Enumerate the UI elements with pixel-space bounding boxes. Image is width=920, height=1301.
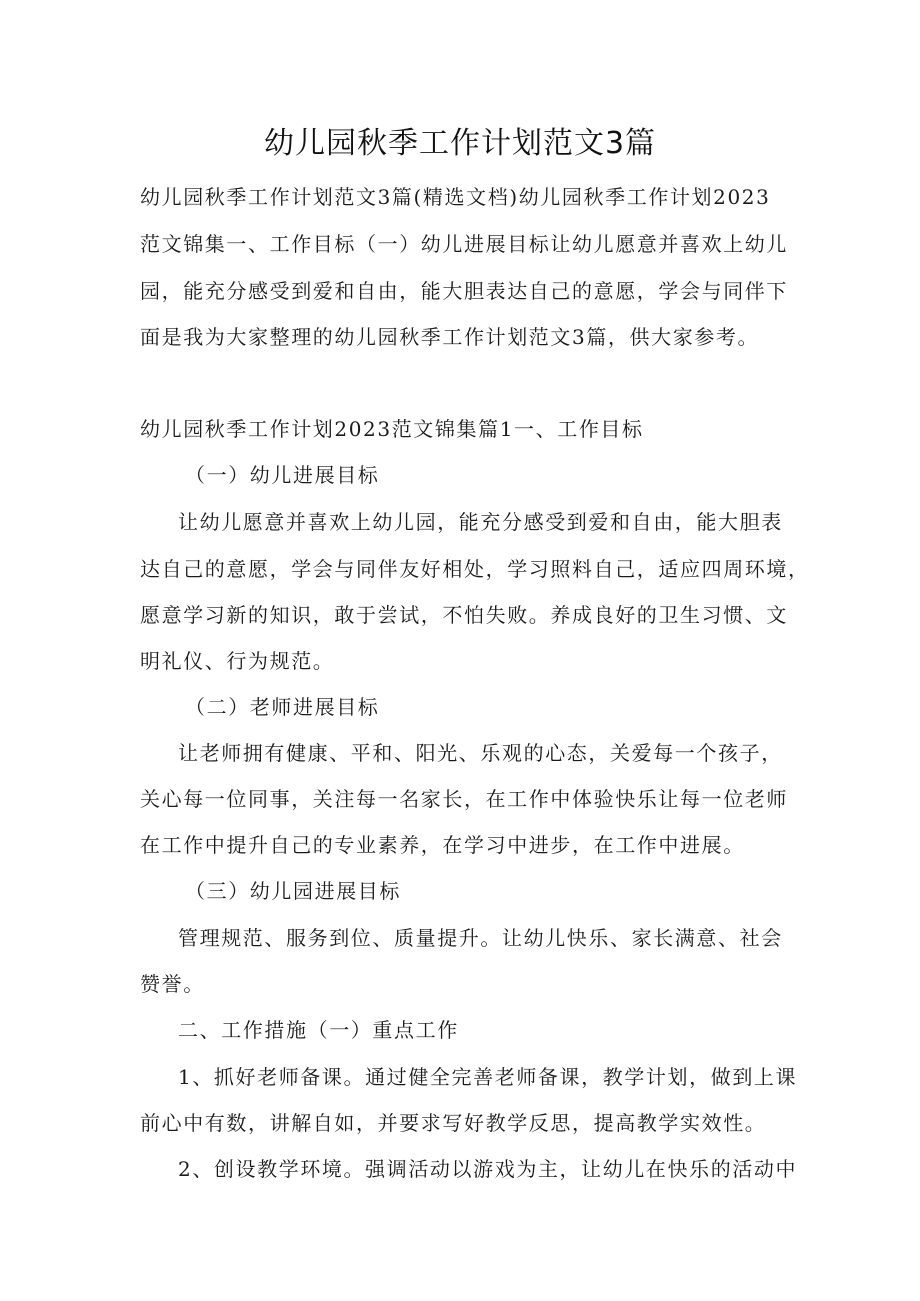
- intro-line: 范文锦集一、工作目标（一）幼儿进展目标让幼儿愿意并喜欢上幼儿: [140, 232, 788, 256]
- section-heading: 二、工作措施（一）重点工作: [178, 1018, 459, 1042]
- paragraph-line: 赞誉。: [140, 972, 205, 996]
- list-item-line: 1、抓好老师备课。通过健全完善老师备课，教学计划，做到上课: [178, 1065, 798, 1089]
- document-title: 幼儿园秋季工作计划范文3篇: [263, 126, 657, 161]
- intro-line: 园，能充分感受到爱和自由，能大胆表达自己的意愿，学会与同伴下: [140, 279, 788, 303]
- paragraph-line: 达自己的意愿，学会与同伴友好相处，学习照料自己，适应四周环境，: [140, 557, 810, 581]
- subsection-heading: （二）老师进展目标: [185, 695, 380, 719]
- subsection-heading: （一）幼儿进展目标: [185, 463, 380, 487]
- paragraph-line: 管理规范、服务到位、质量提升。让幼儿快乐、家长满意、社会: [178, 926, 783, 950]
- paragraph-line: 让老师拥有健康、平和、阳光、乐观的心态，关爱每一个孩子，: [178, 741, 783, 765]
- section-heading: 幼儿园秋季工作计划2023范文锦集篇1一、工作目标: [140, 417, 644, 441]
- intro-line: 幼儿园秋季工作计划范文3篇(精选文档)幼儿园秋季工作计划2023: [140, 185, 771, 209]
- paragraph-line: 在工作中提升自己的专业素养，在学习中进步，在工作中进展。: [140, 833, 745, 857]
- subsection-heading: （三）幼儿园进展目标: [185, 879, 401, 903]
- list-item-line: 2、创设教学环境。强调活动以游戏为主，让幼儿在快乐的活动中: [178, 1157, 798, 1181]
- paragraph-line: 明礼仪、行为规范。: [140, 649, 335, 673]
- list-item-line: 前心中有数，讲解自如，并要求写好教学反思，提高教学实效性。: [140, 1111, 767, 1135]
- paragraph-line: 让幼儿愿意并喜欢上幼儿园，能充分感受到爱和自由，能大胆表: [178, 510, 783, 534]
- intro-line: 面是我为大家整理的幼儿园秋季工作计划范文3篇，供大家参考。: [140, 325, 760, 349]
- paragraph-line: 关心每一位同事，关注每一名家长，在工作中体验快乐让每一位老师: [140, 787, 788, 811]
- paragraph-line: 愿意学习新的知识，敢于尝试，不怕失败。养成良好的卫生习惯、文: [140, 603, 788, 627]
